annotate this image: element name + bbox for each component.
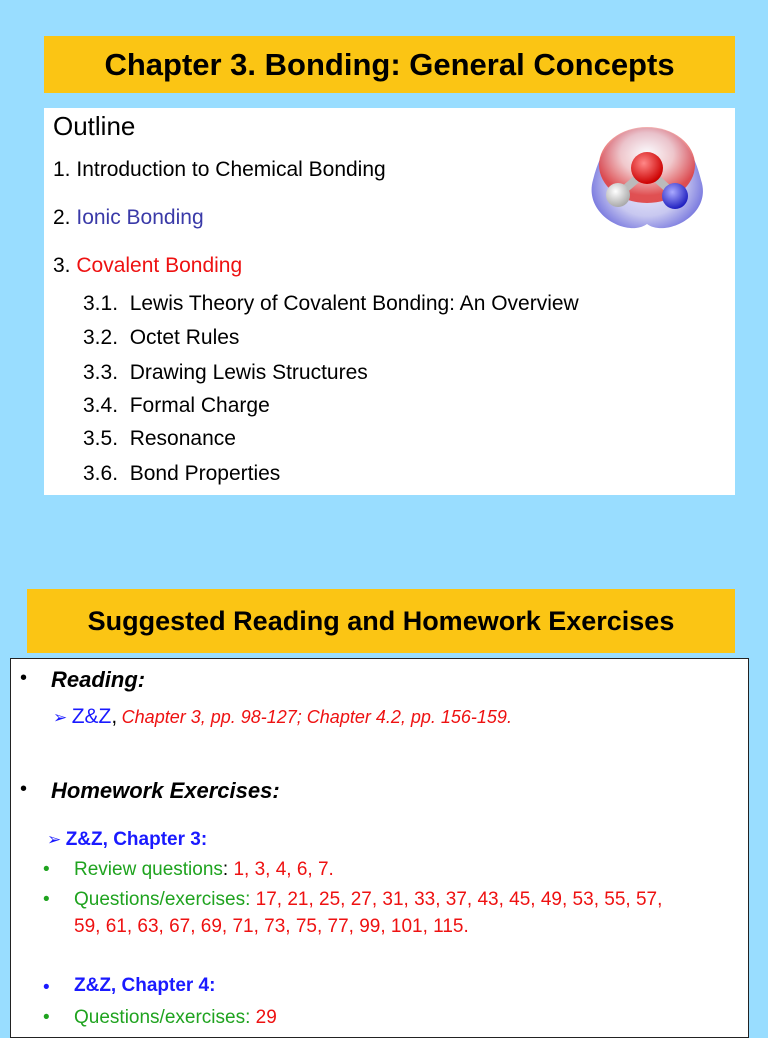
reading-pages: Chapter 3, pp. 98-127; Chapter 4.2, pp. 156-159. — [121, 707, 512, 727]
questions-line — [74, 887, 662, 913]
outline-item-num: 3. — [53, 254, 71, 277]
outline-subitem — [83, 394, 270, 418]
subitem-label: Drawing Lewis Structures — [129, 361, 368, 384]
arrow-bullet-icon: ➢ — [47, 830, 62, 849]
reading-line — [53, 705, 512, 729]
questions-label: Questions/exercises: — [74, 889, 251, 910]
outline-subitem — [83, 361, 368, 385]
chapter4-label: Z&Z, Chapter 4: — [74, 975, 216, 996]
outline-subitem — [83, 462, 280, 486]
slide1-title: Chapter 3. Bonding: General Concepts — [44, 36, 735, 93]
chapter3-label: Z&Z, Chapter 3: — [65, 829, 208, 850]
questions-values-cont: 59, 61, 63, 67, 69, 71, 73, 75, 77, 99, 101, 115. — [74, 916, 469, 937]
homework-heading: Homework Exercises: — [51, 778, 280, 803]
subitem-num: 3.2. — [83, 326, 119, 349]
outline-item-label: Covalent Bonding — [76, 254, 243, 277]
bullet: • — [20, 778, 28, 800]
outline-subitem — [83, 326, 239, 350]
review-label: Review questions — [74, 859, 223, 880]
reading-comma: , — [111, 705, 118, 728]
outline-item-num: 2. — [53, 206, 71, 229]
reading-source: Z&Z — [71, 705, 112, 728]
slide2-title: Suggested Reading and Homework Exercises — [27, 589, 735, 653]
outline-subitem — [83, 292, 579, 316]
outline-item-label: Introduction to Chemical Bonding — [76, 158, 386, 181]
subitem-label: Lewis Theory of Covalent Bonding: An Overview — [129, 292, 579, 315]
outline-subitem — [83, 427, 236, 451]
ch4-questions-values: 29 — [255, 1007, 277, 1028]
outline-item-2 — [53, 206, 204, 230]
bullet: • — [43, 889, 50, 910]
chapter3-line — [47, 829, 207, 851]
reading-panel — [10, 658, 749, 1038]
reading-heading: Reading: — [51, 667, 146, 692]
outline-item-label: Ionic Bonding — [76, 206, 204, 229]
outline-item-1 — [53, 158, 386, 182]
water-molecule-image — [573, 120, 721, 238]
outline-item-num: 1. — [53, 158, 71, 181]
subitem-num: 3.3. — [83, 361, 119, 384]
bullet: • — [43, 859, 50, 880]
questions-values: 17, 21, 25, 27, 31, 33, 37, 43, 45, 49, 53, 55, 57, — [255, 889, 663, 910]
bullet: • — [43, 977, 50, 998]
review-colon: : — [222, 859, 229, 880]
outline-title: Outline — [53, 111, 136, 141]
subitem-num: 3.6. — [83, 462, 119, 485]
bullet: • — [20, 667, 28, 689]
subitem-label: Formal Charge — [129, 394, 270, 417]
ch4-questions-line — [74, 1005, 277, 1031]
subitem-num: 3.1. — [83, 292, 119, 315]
subitem-label: Bond Properties — [129, 462, 281, 485]
review-line — [74, 857, 334, 883]
subitem-label: Resonance — [129, 427, 236, 450]
outline-item-3 — [53, 254, 242, 278]
bullet: • — [43, 1007, 50, 1028]
subitem-num: 3.4. — [83, 394, 119, 417]
subitem-num: 3.5. — [83, 427, 119, 450]
arrow-bullet-icon: ➢ — [53, 708, 68, 727]
ch4-questions-label: Questions/exercises: — [74, 1007, 251, 1028]
subitem-label: Octet Rules — [129, 326, 240, 349]
review-values: 1, 3, 4, 6, 7. — [233, 859, 334, 880]
outline-panel — [44, 108, 735, 495]
